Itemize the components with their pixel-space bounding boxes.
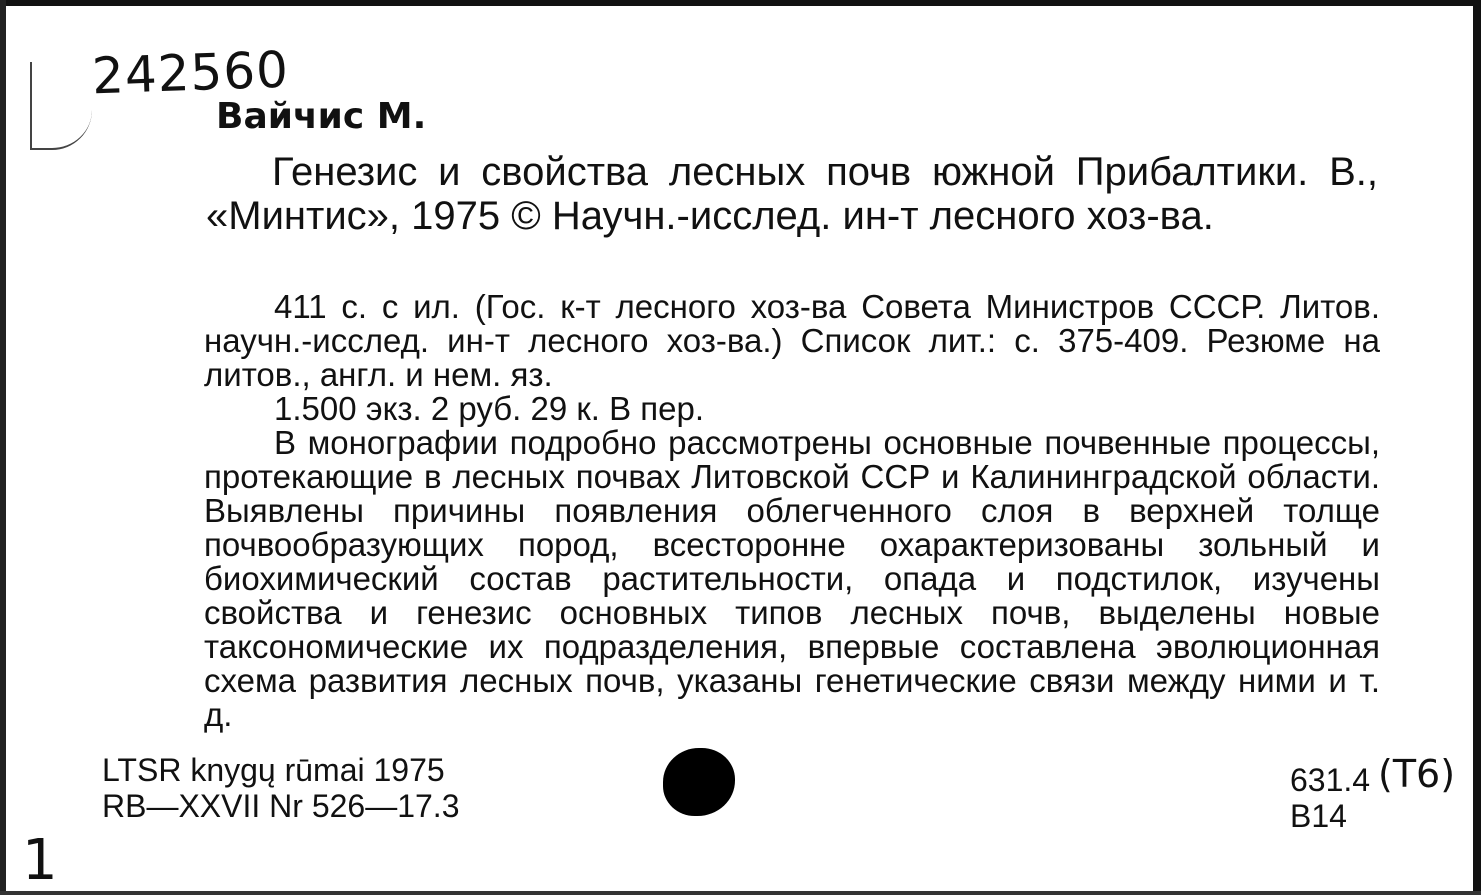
description-block <box>204 290 1380 732</box>
title-block <box>206 150 1378 238</box>
handwritten-mark: 1 <box>22 828 58 893</box>
title-text: Генезис и свойства лесных почв южной Прибалтики. В., «Минтис», 1975 © Научн.-исслед. ин-т лесного хоз-ва. <box>206 150 1378 238</box>
price-text: 1.500 экз. 2 руб. 29 к. В пер. <box>274 390 705 427</box>
author-mark: B14 <box>1290 798 1347 834</box>
card-edge-right <box>1473 0 1481 895</box>
registration-line: RB—XXVII Nr 526—17.3 <box>102 788 460 824</box>
publisher-line: LTSR knygų rūmai 1975 <box>102 752 445 788</box>
author-heading: Вайчис М. <box>216 96 427 137</box>
classification-info <box>1290 762 1370 834</box>
stamp-mark <box>30 62 92 150</box>
ink-blot <box>663 748 735 816</box>
handwritten-t6: (T6) <box>1378 752 1456 796</box>
udc-code: 631.4 <box>1290 762 1371 798</box>
card-edge-bottom <box>0 891 1481 895</box>
handwritten-inventory-number: 242560 <box>91 40 290 106</box>
collation-text: 411 с. с ил. (Гос. к-т лесного хоз-ва Совета Министров СССР. Литов. научн.-исслед. ин-т лесного хоз-ва.) Список лит.: с. 375-409. Резюме на литов., англ. и нем. яз. <box>204 288 1380 393</box>
annotation-text: В монографии подробно рассмотрены основные почвенные процессы, протекающие в лесных почвах Литовской ССР и Калининградской области. Выявлены причины появления облегченного слоя в верхней толще почвообразующих пород, всесторонне охарактеризованы зольный и биохимический состав растительности, опада и подстилок, изучены свойства и генезис основных типов лесных почв, выделены новые таксономические их подразделения, впервые составлена эволюционная схема развития лесных почв, указаны генетические связи между ними и т. д. <box>204 424 1380 733</box>
card-edge-top <box>0 0 1481 6</box>
card-edge-left <box>0 0 6 895</box>
footer-publisher-info <box>102 752 459 824</box>
